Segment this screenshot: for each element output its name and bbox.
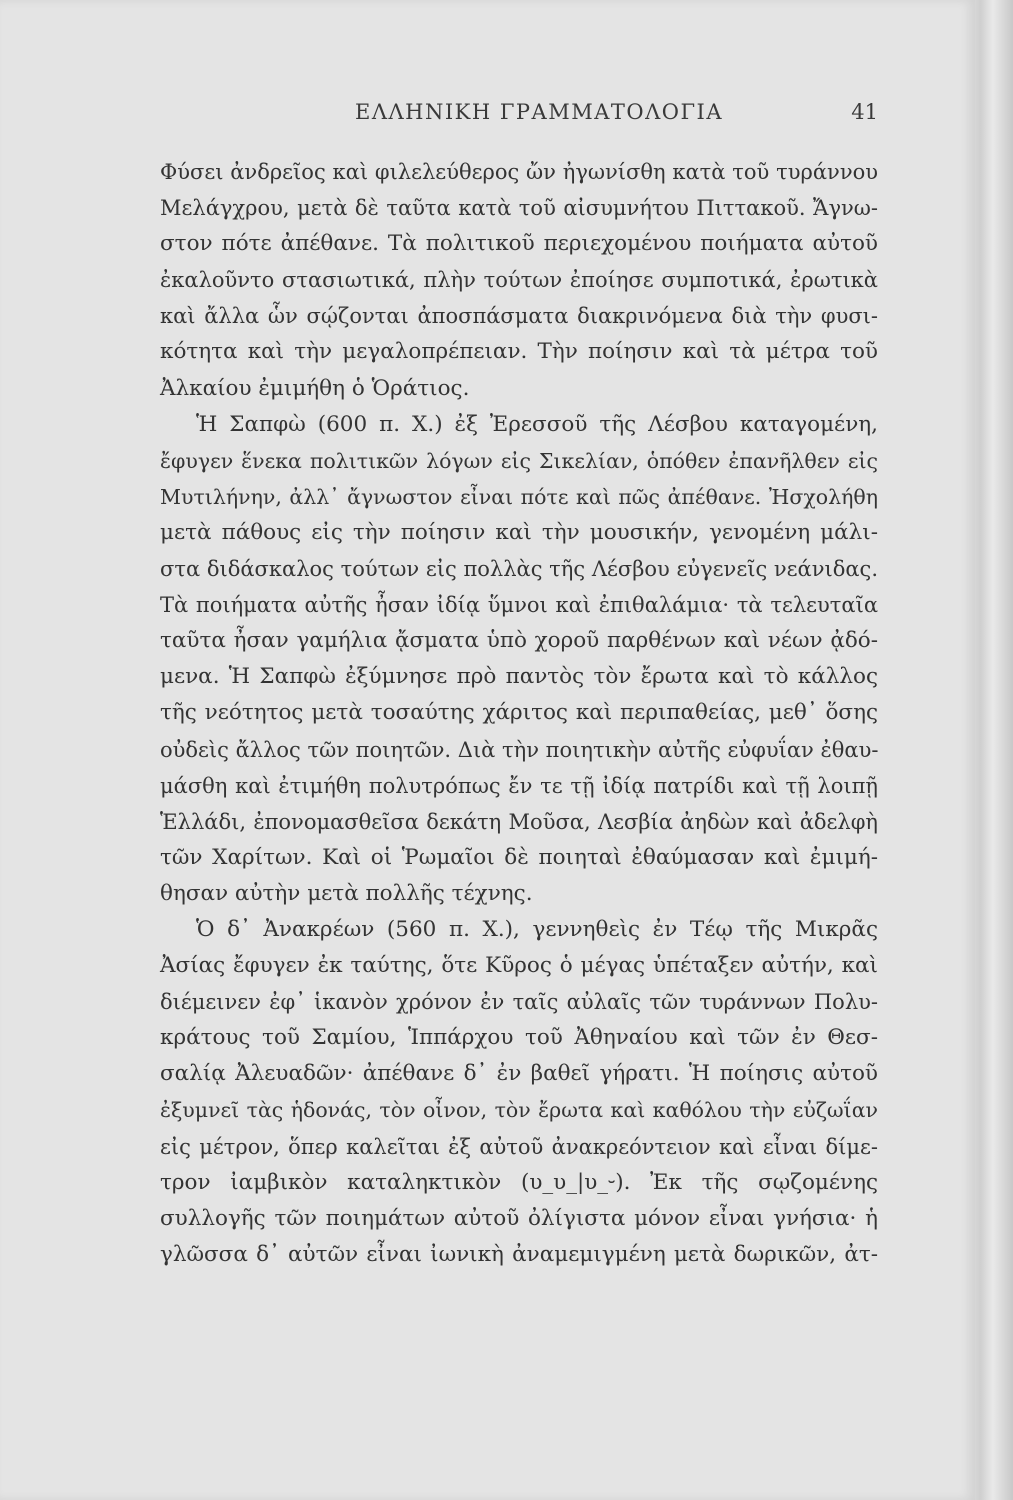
text-line: διέμεινεν ἐφ᾽ ἱκανὸν χρόνον ἐν ταῖς αὐλαῖς τῶν τυράννων Πολυ- [160,990,878,1015]
text-line: γλῶσσα δ᾽ αὐτῶν εἶναι ἰωνικὴ ἀναμεμιγμένη μετὰ δωρικῶν, ἀτ- [160,1241,878,1267]
text-line: Φύσει ἀνδρεῖος καὶ φιλελεύθερος ὤν ἠγωνίσθη κατὰ τοῦ τυράννου [160,160,878,184]
text-line: Ἑλλάδι, ἐπονομασθεῖσα δεκάτη Μοῦσα, Λεσβία ἀηδὼν καὶ ἀδελφὴ [160,809,878,834]
text-line: κράτους τοῦ Σαμίου, Ἱππάρχου τοῦ Ἀθηναίου καὶ τῶν ἐν Θεσ- [160,1025,878,1051]
text-line: κότητα καὶ τὴν μεγαλοπρέπειαν. Τὴν ποίησιν καὶ τὰ μέτρα τοῦ [160,339,878,365]
text-line: θησαν αὐτὴν μετὰ πολλῆς τέχνης. [160,880,533,906]
text-line: ταῦτα ἦσαν γαμήλια ᾄσματα ὑπὸ χοροῦ παρθένων καὶ νέων ᾀδό- [160,628,878,654]
text-line: Μυτιλήνην, ἀλλ᾽ ἄγνωστον εἶναι πότε καὶ πῶς ἀπέθανε. Ἠσχολήθη [160,484,878,509]
text-line: σαλίᾳ Ἀλευαδῶν· ἀπέθανε δ᾽ ἐν βαθεῖ γήρατι. Ἡ ποίησις αὐτοῦ [160,1061,878,1087]
text-line: τρον ἰαμβικὸν καταληκτικὸν (υ_υ_|υ_⏑). Ἐκ τῆς σῳζομένης [160,1169,878,1195]
text-line: Μελάγχρου, μετὰ δὲ ταῦτα κατὰ τοῦ αἰσυμνήτου Πιττακοῦ. Ἄγνω- [160,196,878,221]
text-line: Ἡ Σαπφὼ (600 π. Χ.) ἐξ Ἐρεσσοῦ τῆς Λέσβου καταγομένη, [196,411,878,437]
page-header [160,100,878,134]
text-line: Ἀλκαίου ἐμιμήθη ὁ Ὁράτιος. [160,375,470,401]
text-line: στον πότε ἀπέθανε. Τὰ πολιτικοῦ περιεχομένου ποιήματα αὐτοῦ [160,231,878,257]
text-line: Ἀσίας ἔφυγεν ἐκ ταύτης, ὅτε Κῦρος ὁ μέγας ὑπέταξεν αὐτήν, καὶ [160,953,878,979]
text-line: τῆς νεότητος μετὰ τοσαύτης χάριτος καὶ περιπαθείας, μεθ᾽ ὅσης [160,700,878,726]
text-line: μάσθη καὶ ἐτιμήθη πολυτρόπως ἔν τε τῇ ἰδίᾳ πατρίδι καὶ τῇ λοιπῇ [160,773,878,798]
text-line: ἐξυμνεῖ τὰς ἡδονάς, τὸν οἶνον, τὸν ἔρωτα καὶ καθόλου τὴν εὐζωΐαν [160,1098,878,1123]
text-line: μετὰ πάθους εἰς τὴν ποίησιν καὶ τὴν μουσικήν, γενομένη μάλι- [160,519,878,545]
text-line: ἔφυγεν ἕνεκα πολιτικῶν λόγων εἰς Σικελίαν, ὁπόθεν ἐπανῆλθεν εἰς [160,448,878,473]
text-line: οὐδεὶς ἄλλος τῶν ποιητῶν. Διὰ τὴν ποιητικὴν αὐτῆς εὐφυΐαν ἐθαυ- [160,737,879,762]
page-number: 41 [851,100,878,124]
text-line: τῶν Χαρίτων. Καὶ οἱ Ῥωμαῖοι δὲ ποιηταὶ ἐθαύμασαν καὶ ἐμιμή- [160,844,878,870]
text-line: εἰς μέτρον, ὅπερ καλεῖται ἐξ αὐτοῦ ἀνακρεόντειον καὶ εἶναι δίμε- [160,1134,878,1159]
running-title: ΕΛΛΗΝΙΚΗ ΓΡΑΜΜΑΤΟΛΟΓΙΑ [355,100,723,124]
body-text [160,154,878,1273]
text-line: συλλογῆς τῶν ποιημάτων αὐτοῦ ὀλίγιστα μόνον εἶναι γνήσια· ἡ [160,1205,878,1231]
text-line: Τὰ ποιήματα αὐτῆς ἦσαν ἰδίᾳ ὕμνοι καὶ ἐπιθαλάμια· τὰ τελευταῖα [160,593,878,618]
text-line: Ὁ δ᾽ Ἀνακρέων (560 π. Χ.), γεννηθεὶς ἐν Τέῳ τῆς Μικρᾶς [196,916,878,942]
text-line: ἐκαλοῦντο στασιωτικά, πλὴν τούτων ἐποίησε συμποτικά, ἐρωτικὰ [160,268,878,293]
text-line: καὶ ἄλλα ὧν σῴζονται ἀποσπάσματα διακρινόμενα διὰ τὴν φυσι- [160,304,878,329]
text-line: στα διδάσκαλος τούτων εἰς πολλὰς τῆς Λέσβου εὐγενεῖς νεάνιδας. [160,557,878,582]
text-line: μενα. Ἡ Σαπφὼ ἐξύμνησε πρὸ παντὸς τὸν ἔρωτα καὶ τὸ κάλλος [160,664,878,690]
